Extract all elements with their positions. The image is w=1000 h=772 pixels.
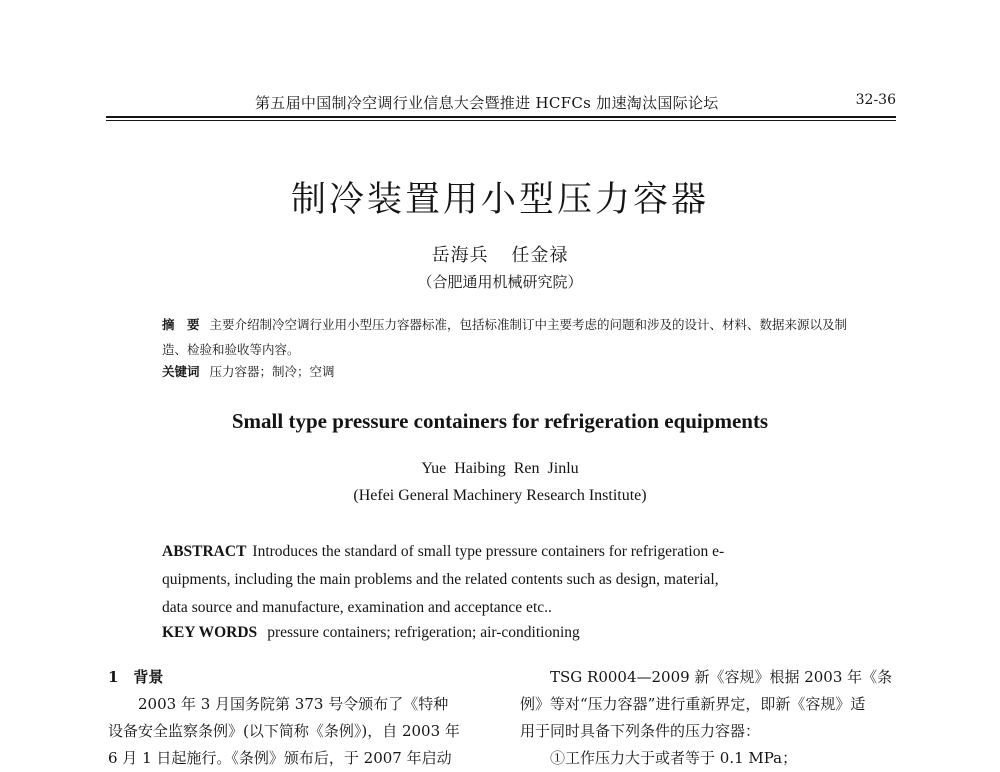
- abstract-en-line-1: Introduces the standard of small type pressure containers for refrigeration e-: [252, 543, 725, 560]
- body-line: 设备安全监察条例》(以下简称《条例》)，自 2003 年: [108, 722, 460, 740]
- header-rule-thick: [106, 116, 896, 118]
- keywords-en-label: KEY WORDS: [162, 624, 258, 641]
- paper-title-cn: 制冷装置用小型压力容器: [290, 180, 709, 220]
- running-header: 第五届中国制冷空调行业信息大会暨推进 HCFCs 加速淘汰国际论坛: [255, 94, 719, 112]
- authors-cn: 岳海兵 任金禄: [431, 245, 569, 266]
- keywords-en-text: pressure containers; refrigeration; air-conditioning: [267, 624, 580, 641]
- abstract-en-label: ABSTRACT: [162, 543, 247, 560]
- paper-title-en: Small type pressure containers for refrigeration equipments: [231, 409, 769, 433]
- abstract-cn-text: 主要介绍制冷空调行业用小型压力容器标准，包括标准制订中主要考虑的问题和涉及的设计、材料、数据来源以及制造、检验和验收等内容。: [162, 317, 848, 357]
- abstract-en-line-3: data source and manufacture, examination and acceptance etc..: [162, 599, 552, 616]
- keywords-cn: [162, 362, 335, 380]
- affiliation-en: (Hefei General Machinery Research Institute): [353, 487, 647, 504]
- abstract-en: [162, 538, 862, 622]
- authors-en: Yue Haibing Ren Jinlu: [421, 460, 579, 477]
- abstract-en-line: [162, 538, 862, 566]
- abstract-cn-label: 摘 要: [162, 317, 200, 332]
- body-line: 6 月 1 日起施行。《条例》颁布后，于 2007 年启动: [108, 749, 452, 767]
- body-line: TSG R0004—2009 新《容规》根据 2003 年《条: [550, 668, 893, 686]
- keywords-en: [162, 624, 580, 642]
- affiliation-cn: （合肥通用机械研究院）: [417, 273, 583, 291]
- section-heading: 1 背景: [108, 668, 164, 686]
- body-column-left: [108, 664, 490, 772]
- body-line: 用于同时具备下列条件的压力容器：: [520, 722, 761, 740]
- keywords-cn-text: 压力容器；制冷；空调: [209, 364, 335, 379]
- body-column-right: [520, 664, 902, 772]
- page-range: 32-36: [855, 92, 896, 108]
- abstract-cn: [162, 312, 852, 362]
- body-line: 例》等对“压力容器”进行重新界定，即新《容规》适: [520, 695, 866, 713]
- keywords-cn-label: 关键词: [162, 364, 200, 379]
- body-line: ①工作压力大于或者等于 0.1 MPa；: [550, 749, 798, 767]
- header-rule-thin: [106, 120, 896, 121]
- abstract-en-line-2: quipments, including the main problems and the related contents such as design, material,: [162, 571, 719, 588]
- body-line: 2003 年 3 月国务院第 373 号令颁布了《特种: [138, 695, 449, 713]
